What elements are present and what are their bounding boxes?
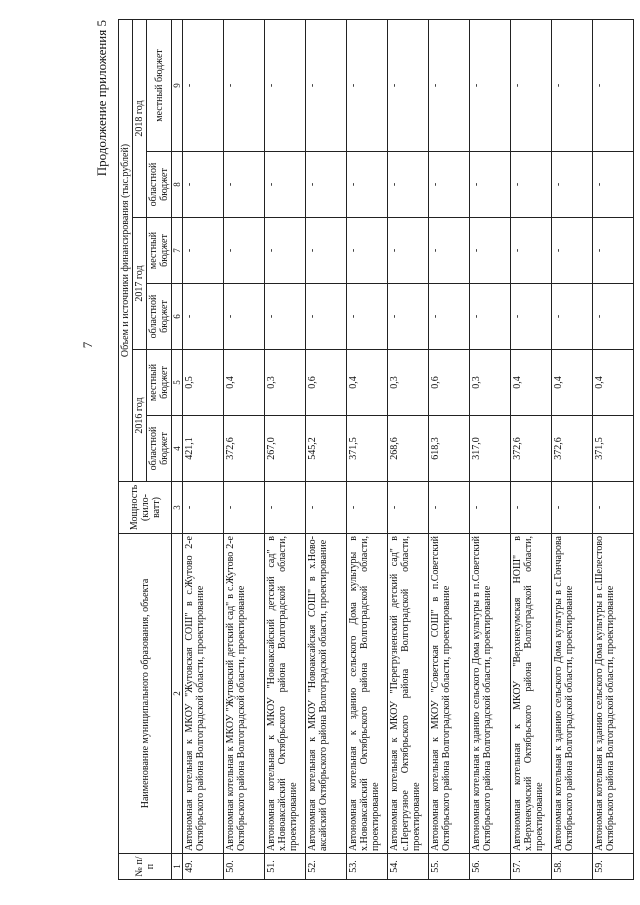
row-local-2016: 0,5 <box>183 350 224 416</box>
row-local-2018: - <box>347 19 388 151</box>
row-regional-2018: - <box>593 152 634 218</box>
row-regional-2017: - <box>511 284 552 350</box>
row-regional-2016: 372,6 <box>552 416 593 482</box>
table-row <box>429 19 470 879</box>
row-local-2017: - <box>511 218 552 284</box>
row-regional-2018: - <box>429 152 470 218</box>
row-power: - <box>306 482 347 534</box>
row-local-2018: - <box>183 19 224 151</box>
column-index: 6 <box>172 284 183 350</box>
column-index: 3 <box>172 482 183 534</box>
row-regional-2016: 371,5 <box>347 416 388 482</box>
row-power: - <box>183 482 224 534</box>
row-local-2016: 0,3 <box>265 350 306 416</box>
row-local-2018: - <box>470 19 511 151</box>
row-regional-2017: - <box>224 284 265 350</box>
table-row <box>388 19 429 879</box>
header-year-2016: 2016 год <box>133 350 147 482</box>
row-power: - <box>388 482 429 534</box>
row-regional-2018: - <box>183 152 224 218</box>
row-local-2017: - <box>388 218 429 284</box>
column-index: 5 <box>172 350 183 416</box>
column-index: 2 <box>172 534 183 854</box>
row-name: Автономная котельная к МКОУ "Новоаксайский детский сад" в х.Новоаксайский Октябрьского района Волгоградской области, проектирование <box>265 534 306 854</box>
table-row <box>552 19 593 879</box>
row-local-2018: - <box>429 19 470 151</box>
row-regional-2017: - <box>552 284 593 350</box>
row-local-2016: 0,3 <box>388 350 429 416</box>
row-regional-2016: 545,2 <box>306 416 347 482</box>
row-local-2017: - <box>429 218 470 284</box>
row-name: Автономная котельная к МКОУ "Верхнекумская НОШ" в х.Верхнекумский Октябрьского района Волгоградской области, проектирование <box>511 534 552 854</box>
row-number: 59. <box>593 854 634 880</box>
row-local-2018: - <box>306 19 347 151</box>
table-row <box>511 19 552 879</box>
header-power: Мощность (кило-ватт) <box>119 482 172 534</box>
row-regional-2018: - <box>388 152 429 218</box>
row-local-2016: 0,4 <box>347 350 388 416</box>
column-index: 9 <box>172 19 183 151</box>
row-power: - <box>593 482 634 534</box>
row-name: Автономная котельная к зданию сельского Дома культуры в с.Гончарова Октябрьского района Волгоградской области, проектирование <box>552 534 593 854</box>
row-regional-2018: - <box>511 152 552 218</box>
row-local-2017: - <box>265 218 306 284</box>
header-num: № п/п <box>119 854 172 880</box>
row-regional-2017: - <box>388 284 429 350</box>
row-local-2018: - <box>224 19 265 151</box>
table-row <box>347 19 388 879</box>
row-regional-2016: 371,5 <box>593 416 634 482</box>
row-local-2017: - <box>470 218 511 284</box>
row-regional-2018: - <box>552 152 593 218</box>
row-local-2016: 0,6 <box>429 350 470 416</box>
row-regional-2016: 421,1 <box>183 416 224 482</box>
row-regional-2017: - <box>347 284 388 350</box>
row-regional-2017: - <box>593 284 634 350</box>
row-number: 55. <box>429 854 470 880</box>
row-local-2017: - <box>552 218 593 284</box>
row-local-2016: 0,4 <box>511 350 552 416</box>
row-regional-2016: 372,6 <box>511 416 552 482</box>
row-regional-2017: - <box>429 284 470 350</box>
header-local: местный бюджет <box>147 19 172 151</box>
row-number: 54. <box>388 854 429 880</box>
row-local-2016: 0,4 <box>552 350 593 416</box>
row-regional-2016: 372,6 <box>224 416 265 482</box>
table-row <box>265 19 306 879</box>
row-power: - <box>552 482 593 534</box>
row-number: 57. <box>511 854 552 880</box>
header-local: местный бюджет <box>147 218 172 284</box>
row-local-2018: - <box>552 19 593 151</box>
column-index: 7 <box>172 218 183 284</box>
table-row <box>183 19 224 879</box>
row-local-2018: - <box>593 19 634 151</box>
row-regional-2017: - <box>470 284 511 350</box>
header-year-2018: 2018 год <box>133 19 147 217</box>
row-number: 51. <box>265 854 306 880</box>
row-name: Автономная котельная к МКОУ "Новоаксайская СОШ" в х.Ново-аксайский Октябрьского района Волгоградской области, проектирование <box>306 534 347 854</box>
row-name: Автономная котельная к МКОУ "Жутовская СОШ" в с.Жутово 2-е Октябрьского района Волгоградской области, проектирование <box>183 534 224 854</box>
row-local-2017: - <box>306 218 347 284</box>
row-local-2017: - <box>224 218 265 284</box>
row-name: Автономная котельная к МКОУ "Советская СОШ" в п.Советский Октябрьского района Волгоградской области, проектирование <box>429 534 470 854</box>
row-regional-2017: - <box>183 284 224 350</box>
row-power: - <box>265 482 306 534</box>
table-row <box>593 19 634 879</box>
row-name: Автономная котельная к МКОУ "Перегрузненский детский сад" в с.Перегрузное Октябрьского района Волгоградской области, проектирование <box>388 534 429 854</box>
table-row <box>470 19 511 879</box>
row-number: 53. <box>347 854 388 880</box>
row-regional-2017: - <box>265 284 306 350</box>
row-local-2017: - <box>347 218 388 284</box>
header-regional: областной бюджет <box>147 284 172 350</box>
row-power: - <box>511 482 552 534</box>
row-local-2016: 0,3 <box>470 350 511 416</box>
row-number: 56. <box>470 854 511 880</box>
row-regional-2018: - <box>470 152 511 218</box>
table-row <box>224 19 265 879</box>
row-regional-2016: 618,3 <box>429 416 470 482</box>
row-name: Автономная котельная к зданию сельского Дома культуры в с.Шелестово Октябрьского района Волгоградской области, проектирование <box>593 534 634 854</box>
header-regional: областной бюджет <box>147 152 172 218</box>
row-local-2017: - <box>183 218 224 284</box>
funding-table <box>118 19 634 880</box>
row-regional-2017: - <box>306 284 347 350</box>
row-number: 49. <box>183 854 224 880</box>
header-year-2017: 2017 год <box>133 218 147 350</box>
row-power: - <box>470 482 511 534</box>
row-local-2016: 0,4 <box>593 350 634 416</box>
table-row <box>306 19 347 879</box>
row-number: 52. <box>306 854 347 880</box>
row-number: 58. <box>552 854 593 880</box>
row-regional-2018: - <box>306 152 347 218</box>
row-local-2018: - <box>511 19 552 151</box>
column-index: 8 <box>172 152 183 218</box>
column-index: 4 <box>172 416 183 482</box>
row-power: - <box>429 482 470 534</box>
row-local-2016: 0,4 <box>224 350 265 416</box>
rotated-page <box>80 20 616 880</box>
continuation-title: Продолжение приложения 5 <box>94 20 109 177</box>
row-local-2018: - <box>388 19 429 151</box>
row-name: Автономная котельная к зданию сельского Дома культуры в х.Новоаксайский Октябрьского района Волгоградской области, проектирование <box>347 534 388 854</box>
page-number: 7 <box>80 341 95 349</box>
row-regional-2018: - <box>347 152 388 218</box>
row-name: Автономная котельная к МКОУ "Жутовский детский сад" в с.Жутово 2-е Октябрьского района Волгоградской области, проектирование <box>224 534 265 854</box>
header-local: местный бюджет <box>147 350 172 416</box>
row-number: 50. <box>224 854 265 880</box>
row-local-2018: - <box>265 19 306 151</box>
row-local-2017: - <box>593 218 634 284</box>
row-name: Автономная котельная к зданию сельского Дома культуры в п.Советский Октябрьского района Волгоградской области, проектирование <box>470 534 511 854</box>
row-regional-2018: - <box>265 152 306 218</box>
row-regional-2016: 268,6 <box>388 416 429 482</box>
row-regional-2018: - <box>224 152 265 218</box>
header-name: Наименование муниципального образования, объекта <box>119 534 172 854</box>
row-power: - <box>224 482 265 534</box>
row-local-2016: 0,6 <box>306 350 347 416</box>
column-index: 1 <box>172 854 183 880</box>
header-funding: Объем и источники финансирования (тыс.рублей) <box>119 19 133 481</box>
row-regional-2016: 267,0 <box>265 416 306 482</box>
header-regional: областной бюджет <box>147 416 172 482</box>
row-power: - <box>347 482 388 534</box>
row-regional-2016: 317,0 <box>470 416 511 482</box>
